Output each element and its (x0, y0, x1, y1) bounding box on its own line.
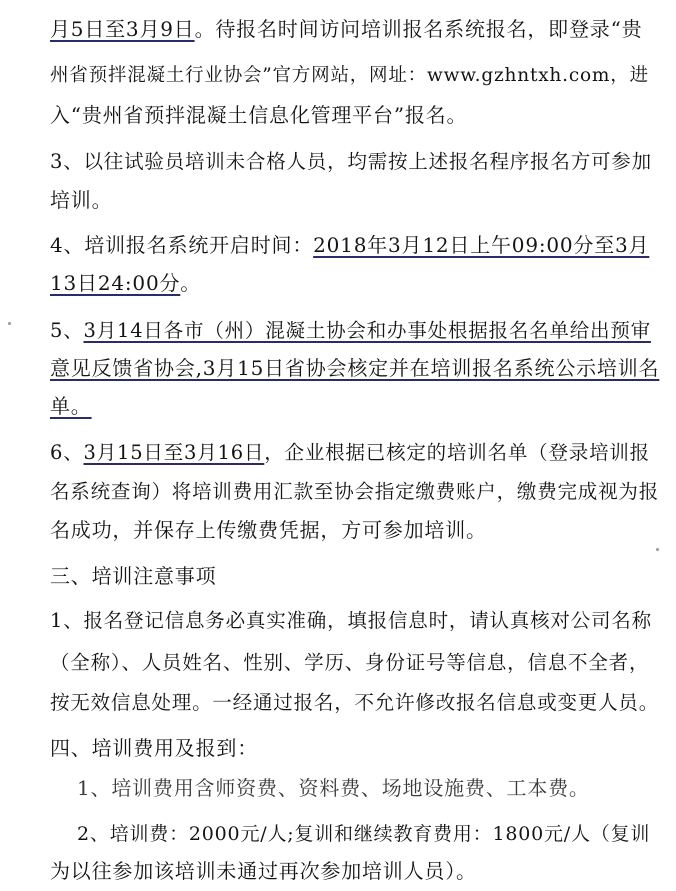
underlined-text: 2018年3月12日上午09:00分至3月 (313, 233, 650, 257)
text-line (50, 608, 652, 634)
text-segment: 6、 (50, 441, 84, 464)
text-line (50, 149, 652, 175)
text-line (50, 650, 649, 676)
underlined-text: 意见反馈省协会,3月15日省协会核定并在培训报名系统公示培训名 (50, 356, 660, 380)
text-line (50, 16, 642, 42)
scan-speck (8, 322, 11, 325)
text-line (50, 318, 651, 344)
text-segment: 名系统查询）将培训费用汇款至协会指定缴费账户，缴费完成视为报 (50, 480, 660, 503)
text-segment: 2、培训费：2000元/人;复训和继续教育费用：1800元/人（复训 (77, 823, 651, 845)
text-line (50, 735, 258, 761)
text-line (50, 690, 659, 716)
text-segment: 为以往参加该培训未通过再次参加培训人员）。 (50, 859, 477, 883)
text-line (50, 63, 649, 89)
text-line (50, 270, 201, 296)
text-line (50, 517, 487, 543)
text-segment: 按无效信息处理。一经通过报名，不允许修改报名信息或变更人员。 (50, 691, 660, 714)
text-segment: 州省预拌混凝土行业协会”官方网站，网址：www.gzhntxh.com，进 (50, 65, 649, 86)
text-segment: 。待报名时间访问培训报名系统报名，即登录“贵 (194, 17, 643, 41)
underlined-text: 单。 (50, 394, 92, 418)
text-line (77, 821, 650, 847)
underlined-text: 3月14日各市（州）混凝土协会和办事处根据报名名单给出预审 (83, 319, 651, 342)
text-line (77, 775, 590, 801)
underlined-text: 月5日至3月9日 (50, 17, 195, 41)
underlined-text: 13日24:00分 (50, 271, 181, 295)
text-segment: 1、培训费用含师资费、资料费、场地设施费、工本费。 (77, 776, 590, 800)
underlined-text: 3月15日至3月16日 (83, 441, 265, 464)
text-segment: 名成功，并保存上传缴费凭据，方可参加培训。 (50, 518, 487, 542)
text-segment: ，企业根据已核定的培训名单（登录培训报 (264, 441, 650, 464)
text-segment: 三、培训注意事项 (50, 564, 217, 588)
text-segment: 1、报名登记信息务必真实准确，填报信息时，请认真核对公司名称 (50, 609, 652, 632)
text-line (50, 563, 216, 589)
text-line (50, 479, 659, 505)
text-segment: 入“贵州省预拌混凝土信息化管理平台”报名。 (50, 103, 468, 127)
text-segment: 4、培训报名系统开启时间： (50, 233, 314, 257)
text-segment: 四、培训费用及报到： (50, 736, 258, 760)
text-line (50, 858, 477, 884)
scan-speck (656, 548, 659, 551)
text-segment: 5、 (50, 319, 84, 342)
text-segment: （全称）、人员姓名、性别、学历、身份证号等信息，信息不全者， (50, 651, 650, 674)
text-line (50, 393, 92, 419)
text-line (50, 440, 650, 466)
text-line (50, 355, 659, 381)
text-segment: 培训。 (50, 188, 113, 212)
text-line (50, 187, 112, 213)
text-segment: 。 (180, 271, 202, 295)
text-line (50, 232, 649, 258)
text-line (50, 102, 467, 128)
text-segment: 3、以往试验员培训未合格人员，均需按上述报名程序报名方可参加 (50, 150, 652, 173)
